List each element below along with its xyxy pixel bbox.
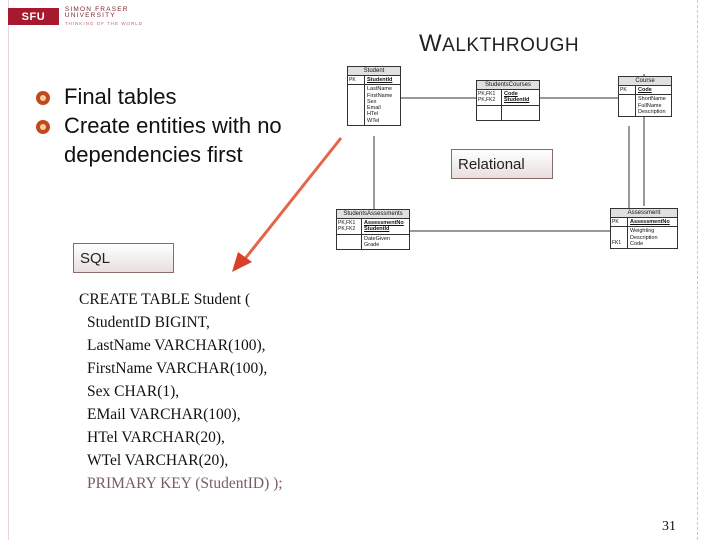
pk-field: StudentId: [367, 77, 393, 83]
code-line: CREATE TABLE Student (: [79, 291, 251, 308]
key-cell: PK,FK2: [478, 97, 496, 103]
table-title: StudentsAssessments: [337, 210, 409, 219]
pk-field: Code: [504, 91, 518, 97]
code-line: HTel VARCHAR(20),: [87, 429, 225, 446]
field: Description: [638, 108, 666, 115]
key-cell: FK1: [612, 240, 622, 247]
code-line: StudentID BIGINT,: [87, 314, 210, 331]
pk-field: AssessmentNo: [364, 220, 404, 226]
title-rest: ALKTHROUGH: [442, 35, 580, 56]
pk-field: Code: [638, 87, 652, 93]
field: Weighting: [630, 228, 655, 235]
key-cell: PK: [611, 218, 628, 226]
field: Email: [367, 105, 381, 112]
table-title: Course: [619, 77, 671, 86]
relational-label: Relational: [458, 155, 525, 173]
key-cell: PK,FK1: [478, 91, 496, 97]
key-cell: PK,FK2: [338, 226, 356, 232]
table-title: Assessment: [611, 209, 677, 218]
field: Code: [630, 240, 644, 247]
field: FullName: [638, 102, 662, 109]
logo-name: SIMON FRASER UNIVERSITY: [64, 5, 129, 20]
table-title: Student: [348, 67, 400, 76]
key-cell: PK: [619, 86, 636, 94]
table-title: StudentsCourses: [477, 81, 539, 90]
sql-label: SQL: [80, 249, 111, 267]
field: FirstName: [367, 92, 393, 99]
key-cell: PK: [348, 76, 365, 84]
code-line: PRIMARY KEY (StudentID) );: [87, 475, 283, 492]
key-cell: PK,FK1: [338, 220, 356, 226]
field: ShortName: [638, 96, 666, 103]
page-number: 31: [662, 519, 676, 534]
field: WTel: [367, 117, 380, 124]
logo-tagline: THINKING OF THE WORLD: [64, 20, 143, 26]
sql-code-block: [79, 288, 283, 495]
field: HTel: [367, 111, 379, 118]
code-line: WTel VARCHAR(20),: [87, 452, 229, 469]
field: Grade: [364, 241, 380, 248]
field: Sex: [367, 98, 377, 105]
field: DateGiven: [364, 235, 390, 242]
code-line: LastName VARCHAR(100),: [87, 337, 266, 354]
pk-field: AssessmentNo: [630, 219, 670, 225]
logo-abbr: SFU: [8, 8, 59, 25]
code-line: Sex CHAR(1),: [87, 383, 180, 400]
bullet-text: Final tables: [64, 84, 177, 109]
field: LastName: [367, 86, 393, 93]
pk-field: StudentId: [364, 226, 390, 233]
title-first-letter: W: [419, 30, 443, 57]
code-line: EMail VARCHAR(100),: [87, 406, 241, 423]
pk-field: StudentId: [504, 97, 530, 104]
code-line: FirstName VARCHAR(100),: [87, 360, 268, 377]
bullet-text: Create entities with no dependencies first: [64, 113, 282, 167]
field: Description: [630, 234, 658, 241]
